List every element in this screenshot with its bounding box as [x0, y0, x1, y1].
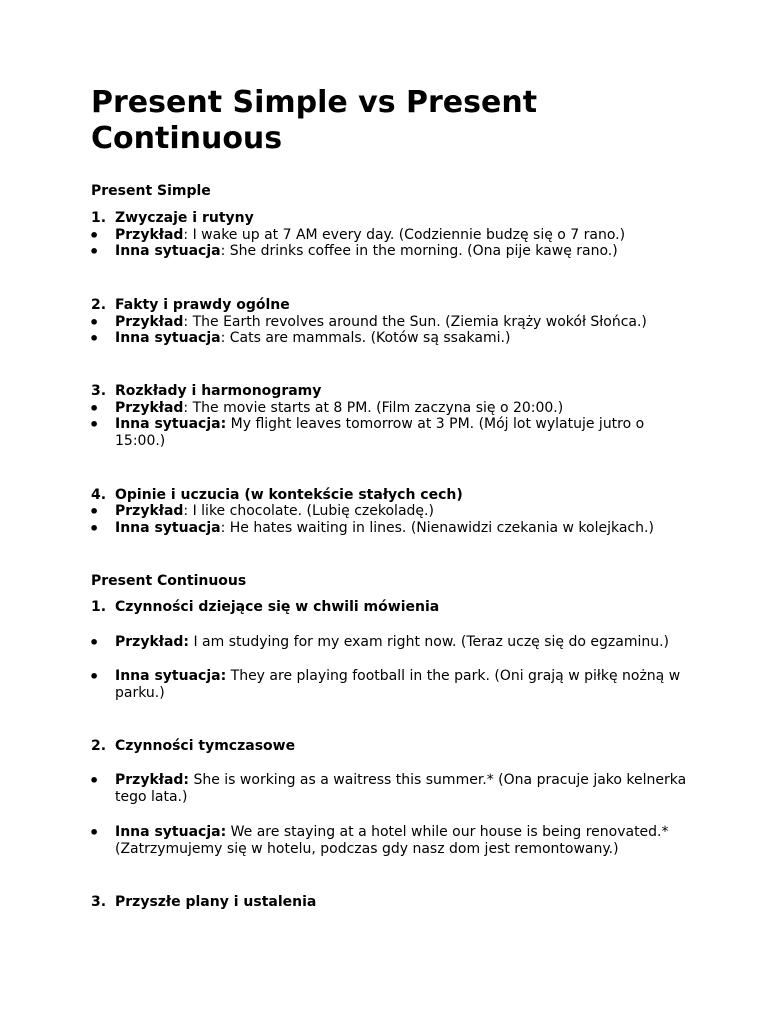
bullet-icon: • — [89, 667, 100, 686]
example-text: : I like chocolate. (Lubię czekoladę.) — [183, 503, 434, 519]
list-number: 2. — [91, 738, 107, 754]
bullet-icon: • — [89, 242, 100, 261]
bullet-icon: • — [89, 399, 100, 418]
list-number: 2. — [91, 297, 107, 313]
example-label: Inna sytuacja — [115, 520, 221, 536]
list-item — [91, 634, 691, 651]
example-text: : The movie starts at 8 PM. (Film zaczyna się o 20:00.) — [183, 400, 564, 416]
example-text: : I wake up at 7 AM every day. (Codziennie budzę się o 7 rano.) — [183, 227, 626, 243]
list-item — [91, 314, 691, 331]
list-number: 3. — [91, 894, 107, 910]
list-heading — [91, 297, 290, 314]
example-label: Przykład — [115, 400, 184, 416]
example-label: Przykład: — [115, 772, 190, 788]
list-number: 4. — [91, 487, 107, 503]
list-item — [91, 824, 691, 858]
list-heading-text: Przyszłe plany i ustalenia — [115, 894, 317, 910]
list-item — [91, 243, 691, 260]
section-heading-present-continuous: Present Continuous — [91, 573, 247, 589]
list-heading-text: Czynności tymczasowe — [115, 738, 296, 754]
example-label: Przykład — [115, 227, 184, 243]
list-number: 1. — [91, 599, 107, 615]
bullet-icon: • — [89, 771, 100, 790]
list-item — [91, 668, 691, 702]
list-item — [91, 772, 691, 806]
list-heading — [91, 487, 463, 504]
bullet-icon: • — [89, 313, 100, 332]
list-item — [91, 227, 691, 244]
list-heading — [91, 383, 321, 400]
document-title: Present Simple vs Present Continuous — [91, 85, 538, 156]
bullet-icon: • — [89, 329, 100, 348]
list-item — [91, 330, 691, 347]
bullet-icon: • — [89, 823, 100, 842]
list-heading-text: Opinie i uczucia (w kontekście stałych cech) — [115, 487, 463, 503]
example-text: : Cats are mammals. (Kotów są ssakami.) — [220, 330, 511, 346]
example-text: : He hates waiting in lines. (Nienawidzi czekania w kolejkach.) — [220, 520, 654, 536]
example-text: : The Earth revolves around the Sun. (Ziemia krąży wokół Słońca.) — [183, 314, 647, 330]
bullet-icon: • — [89, 226, 100, 245]
example-label: Przykład: — [115, 634, 190, 650]
list-heading — [91, 894, 316, 911]
list-heading-text: Czynności dziejące się w chwili mówienia — [115, 599, 440, 615]
example-label: Przykład — [115, 503, 184, 519]
example-text: I am studying for my exam right now. (Teraz uczę się do egzaminu.) — [189, 634, 670, 650]
list-heading-text: Fakty i prawdy ogólne — [115, 297, 290, 313]
list-heading — [91, 210, 254, 227]
example-text: We are staying at a hotel while our house is being renovated.* (Zatrzymujemy się w hotelu, podczas gdy nasz dom jest remontowany.) — [115, 824, 669, 857]
bullet-icon: • — [89, 502, 100, 521]
example-label: Inna sytuacja: — [115, 416, 227, 432]
list-item — [91, 416, 691, 450]
list-item — [91, 520, 691, 537]
example-label: Inna sytuacja — [115, 330, 221, 346]
example-text: : She drinks coffee in the morning. (Ona pije kawę rano.) — [220, 243, 618, 259]
bullet-icon: • — [89, 415, 100, 434]
example-text: They are playing football in the park. (Oni grają w piłkę nożną w parku.) — [115, 668, 681, 701]
example-text: She is working as a waitress this summer.* (Ona pracuje jako kelnerka tego lata.) — [115, 772, 687, 805]
example-label: Inna sytuacja: — [115, 668, 227, 684]
section-heading-present-simple: Present Simple — [91, 183, 211, 199]
list-number: 3. — [91, 383, 107, 399]
list-item — [91, 400, 691, 417]
example-text: My flight leaves tomorrow at 3 PM. (Mój lot wylatuje jutro o 15:00.) — [115, 416, 645, 449]
example-label: Przykład — [115, 314, 184, 330]
example-label: Inna sytuacja: — [115, 824, 227, 840]
list-item — [91, 503, 691, 520]
bullet-icon: • — [89, 633, 100, 652]
list-heading-text: Zwyczaje i rutyny — [115, 210, 254, 226]
list-heading — [91, 738, 295, 755]
bullet-icon: • — [89, 519, 100, 538]
list-heading — [91, 599, 439, 616]
list-heading-text: Rozkłady i harmonogramy — [115, 383, 322, 399]
list-number: 1. — [91, 210, 107, 226]
example-label: Inna sytuacja — [115, 243, 221, 259]
